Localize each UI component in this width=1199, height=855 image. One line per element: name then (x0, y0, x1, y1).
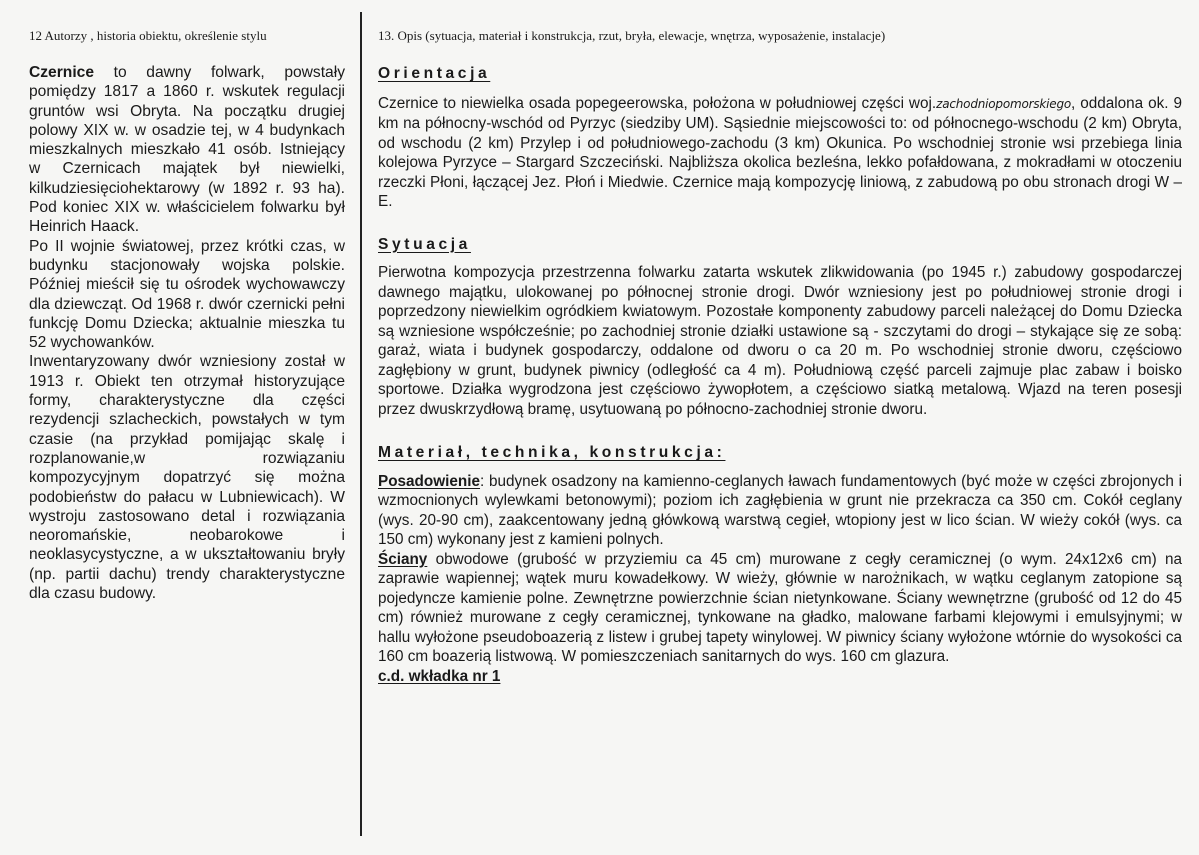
sciany-text: obwodowe (grubość w przyziemiu ca 45 cm) murowane z cegły ceramicznej (o wym. 24x12x6 cm) na zaprawie wapiennej; wątek muru kowadełkowy. W wieży, głównie w narożnikach, w wątku ceglanym zatopione są pojedyncze kamienie polne. Zewnętrzne powierzchnie ścian nietynkowane. Ściany wewnętrzne (grubość od 12 do 45 cm) również murowane z cegły ceramicznej, tynkowane na gładko, malowane farbami klejowymi i emulsyjnymi; w hallu wyłożone pseudoboazerią z listew i grubej tapety winylowej. W piwnicy ściany wyłożone wtórnie do wysokości ca 160 cm boazerią listwową. W pomieszczeniach sanitarnych do wys. 160 cm glazura. (378, 550, 1182, 665)
left-column (29, 27, 345, 603)
history-paragraph-2 (29, 237, 345, 353)
posadowienie-label: Posadowienie (378, 472, 481, 490)
history-paragraph-1-text: to dawny folwark, powstały pomiędzy 1817 a 1860 r. wskutek regulacji gruntów wsi Obryta. Na początku drugiej polowy XIX w. w osadzie tej, w 4 budynkach mieszkalnych mieszkało 41 osób. Istniejący w Czernicach majątek był niewielki, kilkudziesięciohektarowy (w 1892 r. 93 ha). Pod koniec XIX w. właścicielem folwarku był Heinrich Haack. (29, 64, 345, 236)
section-title-material: Materiał, technika, konstrukcja: (378, 444, 726, 461)
sytuacja-paragraph: Pierwotna kompozycja przestrzenna folwarku zatarta wskutek zlikwidowania (po 1945 r.) zabudowy gospodarczej dawnego majątku, ulokowanej po północnej stronie drogi. Dwór wzniesiony jest po południowej stronie drogi i poprzedzony niewielkim ogródkiem kwiatowym. Pozostałe komponenty zabudowy parceli należącej do Domu Dziecka są wzniesione współcześnie; po zachodniej stronie działki ustawione są - szczytami do drogi – stykające się ze sobą: garaż, wiata i budynek gospodarczy, oddalone od dworu o ca 20 m. Po wschodniej stronie dworu, częściowo zagłębiony w grunt, budynek piwnicy (odległość ca 4 m). Południową część parceli zajmuje plac zabaw i boisko sportowe. Działka wygrodzona jest częściowo żywopłotem, a częściowo siatką metalową. Wjazd na teren posesji przez dwuskrzydłową bramę, usytuowaną po północno-zachodniej stronie dworu. (378, 264, 1182, 418)
posadowienie-text: : budynek osadzony na kamienno-ceglanych ławach fundamentowych (być może w części zbrojonych i wzmocnionych wylewkami betonowymi); poziom ich zagłębienia w grunt nie przekracza ca 350 cm. Cokół ceglany (wys. 20-90 cm), zaakcentowany jedną główkową warstwą cegieł, wtopiony jest w lico ścian. W wieży cokół (wys. ca 150 cm) wykonany jest z kamieni polnych. (378, 472, 1182, 548)
orientacja-text-end: , oddalona ok. 9 km na północny-wschód od Pyrzyc (siedziby UM). Sąsiednie miejscowości to: od północnego-wschodu (2 km) Obryta, od wschodu (2 km) Przylep i od południowego-zachodu (3 km) Okunica. Po wschodniej stronie wsi przebiega linia kolejowa Pyrzyce – Stargard Szczeciński. Najbliższa okolica bezleśna, lekko pofałdowana, z mokradłami w otoczeniu rzeczki Płoni, łączącej Jez. Płoń i Miedwie. Czernice mają kompozycję liniową, z zabudową po obu stronach drogi W – E. (378, 94, 1182, 210)
description-text (378, 64, 1182, 686)
continued-note: c.d. wkładka nr 1 (378, 667, 501, 685)
orientacja-paragraph (378, 94, 1182, 212)
section-orientacja (378, 64, 1182, 212)
orientacja-text-start: Czernice to niewielka osada popegeerowska, położona w południowej części woj. (378, 94, 937, 112)
left-column-header: 12 Autorzy , historia obiektu, określenie stylu (29, 28, 267, 43)
history-text (29, 63, 345, 603)
place-name: Czernice (29, 64, 95, 81)
section-material (378, 443, 1182, 686)
right-column-header: 13. Opis (sytuacja, materiał i konstrukcja, rzut, bryła, elewacje, wnętrza, wyposażenie, instalacje) (378, 28, 886, 43)
sciany-paragraph (378, 550, 1182, 667)
section-title-orientacja: Orientacja (378, 65, 491, 82)
section-title-sytuacja: Sytuacja (378, 235, 471, 253)
history-paragraph-3 (29, 352, 345, 603)
right-column (378, 27, 1182, 686)
history-paragraph-1 (29, 63, 345, 237)
history-paragraph-2-text: Po II wojnie światowej, przez krótki czas, w budynku stacjonowały wojska polskie. Później mieścił się tu ośrodek wychowawczy dla dziewcząt. Od 1968 r. dwór czernicki pełni funkcję Domu Dziecka; aktualnie mieszka tu 52 wychowanków. (29, 237, 345, 352)
history-paragraph-3-text: Inwentaryzowany dwór wzniesiony został w 1913 r. Obiekt ten otrzymał historyzujące formy, charakterystyczne dla części rezydencji szlacheckich, powstałych w tym czasie (na przykład pomijając skalę i rozplanowanie,w rozwiązaniu kompozycyjnym dopatrzyć się można podobieństw do pałacu w Lubniewicach). W wystroju zastosowano detal i rozwiązania neoromańskie, neobarokowe i neoklasycystyczne, a w ukształtowaniu bryły (np. partii dachu) trendy charakterystyczne dla czasu budowy. (29, 353, 345, 603)
column-divider (360, 12, 362, 836)
sciany-label: Ściany (378, 550, 428, 568)
handwritten-insert: zachodniopomorskiego (936, 96, 1072, 111)
posadowienie-paragraph (378, 472, 1182, 550)
section-sytuacja (378, 235, 1182, 420)
